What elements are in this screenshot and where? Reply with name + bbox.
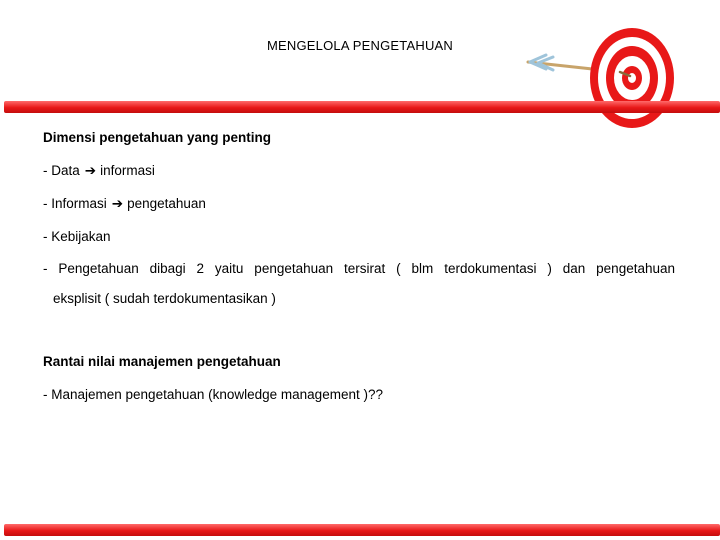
- top-divider-bar: [4, 101, 720, 113]
- list-item: [43, 163, 155, 179]
- right-arrow-icon: ➔: [111, 196, 124, 211]
- list-item-suffix: informasi: [100, 163, 155, 178]
- list-item-prefix: - Data: [43, 163, 80, 178]
- list-item-prefix: - Informasi: [43, 196, 107, 211]
- slide-title: MENGELOLA PENGETAHUAN: [266, 38, 453, 53]
- list-item: - Manajemen pengetahuan (knowledge management )??: [43, 387, 383, 402]
- right-arrow-icon: ➔: [84, 163, 97, 178]
- list-item: - Pengetahuan dibagi 2 yaitu pengetahuan tersirat ( blm terdokumentasi ) dan pengetahuan: [43, 261, 675, 276]
- list-item: - Kebijakan: [43, 229, 111, 244]
- section-heading: Rantai nilai manajemen pengetahuan: [43, 354, 281, 369]
- bottom-divider-bar: [4, 524, 720, 536]
- list-item-suffix: pengetahuan: [127, 196, 206, 211]
- list-item-continuation: eksplisit ( sudah terdokumentasikan ): [53, 291, 276, 306]
- list-item: [43, 196, 206, 212]
- section-heading: Dimensi pengetahuan yang penting: [43, 130, 272, 145]
- target-icon: [520, 22, 700, 134]
